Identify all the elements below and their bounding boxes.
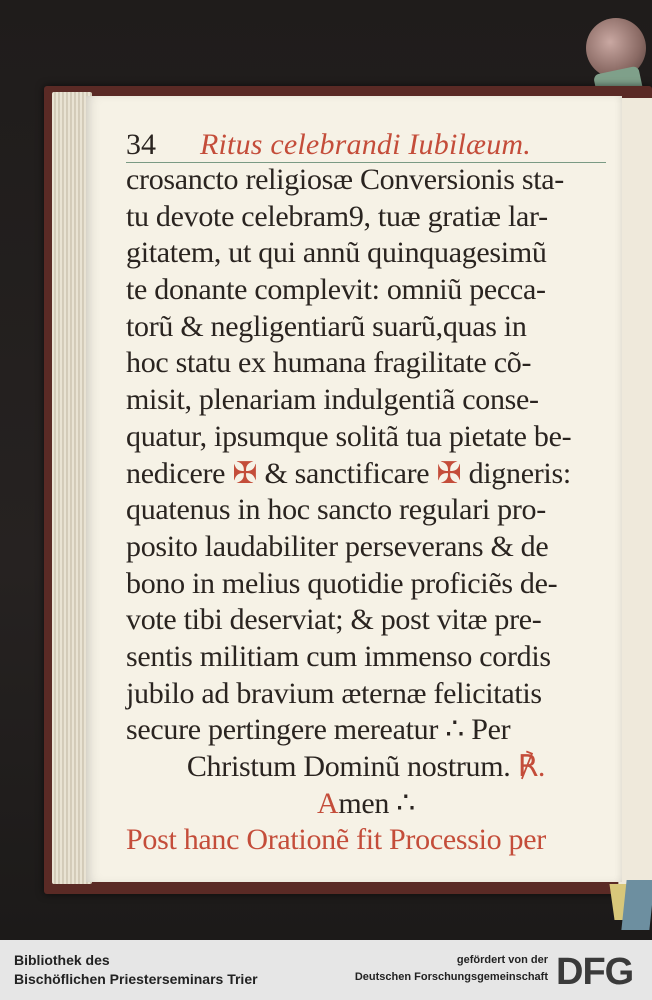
page-header bbox=[126, 124, 606, 163]
dfg-logo bbox=[556, 950, 640, 990]
facing-page bbox=[618, 98, 652, 898]
footer-bar bbox=[0, 940, 652, 1000]
text-line: quatenus in hoc sancto regulari pro- bbox=[126, 493, 546, 527]
library-line: Bischöflichen Priesterseminars Trier bbox=[14, 971, 258, 987]
text-line: te donante complevit: omniũ pecca- bbox=[126, 273, 546, 307]
manuscript-page bbox=[86, 96, 622, 882]
text-line: sentis militiam cum immenso cordis bbox=[126, 639, 551, 673]
text-line: gitatem, ut qui annũ quinquagesimũ bbox=[126, 236, 547, 270]
funding-line: Deutschen Forschungsgemeinschaft bbox=[354, 971, 548, 983]
text-line: vote tibi deserviat; & post vitæ pre- bbox=[126, 603, 542, 637]
text-line: bono in melius quotidie proficiẽs de- bbox=[126, 566, 558, 600]
text-line bbox=[126, 456, 606, 493]
text-line: crosancto religiosæ Conversionis sta- bbox=[126, 163, 564, 196]
text-segment: & sanctificare bbox=[264, 456, 430, 490]
funding-note bbox=[355, 952, 548, 986]
cross-symbol: ✠ bbox=[232, 456, 258, 490]
text-line bbox=[126, 749, 606, 786]
text-segment: digneris: bbox=[468, 456, 571, 490]
cross-symbol: ✠ bbox=[436, 456, 462, 490]
response-symbol: ℟. bbox=[517, 750, 546, 783]
text-line: tu devote celebram9, tuæ gratiæ lar- bbox=[126, 199, 548, 233]
page-number: 34 bbox=[126, 128, 156, 161]
text-segment: nedicere bbox=[126, 456, 226, 490]
text-line: misit, plenariam indulgentiã conse- bbox=[126, 383, 539, 417]
funding-line: gefördert von der bbox=[456, 954, 548, 966]
text-line bbox=[126, 786, 606, 823]
dfg-logo-text: DFG bbox=[556, 951, 634, 990]
rubric-initial: A bbox=[316, 786, 339, 820]
running-title: Ritus celebrandi Iubilæum. bbox=[200, 128, 531, 161]
text-segment: men ∴ bbox=[338, 786, 416, 820]
ribbon-marker-blue bbox=[621, 880, 652, 930]
text-line: secure pertingere mereatur ∴ Per bbox=[126, 713, 511, 747]
text-line: torũ & negligentiarũ suarũ,quas in bbox=[126, 309, 527, 343]
text-line: hoc statu ex humana fragilitate cõ- bbox=[126, 346, 532, 380]
text-line: jubilo ad bravium æternæ felicitatis bbox=[126, 676, 542, 710]
body-text bbox=[126, 162, 606, 859]
rubric-line: Post hanc Orationẽ fit Processio per bbox=[126, 823, 546, 857]
library-line: Bibliothek des bbox=[14, 952, 110, 968]
library-name bbox=[14, 951, 258, 989]
text-line: quatur, ipsumque solitã tua pietate be- bbox=[126, 419, 572, 453]
text-line: posito laudabiliter perseverans & de bbox=[126, 529, 549, 563]
text-segment: Christum Dominũ nostrum. bbox=[186, 750, 511, 783]
